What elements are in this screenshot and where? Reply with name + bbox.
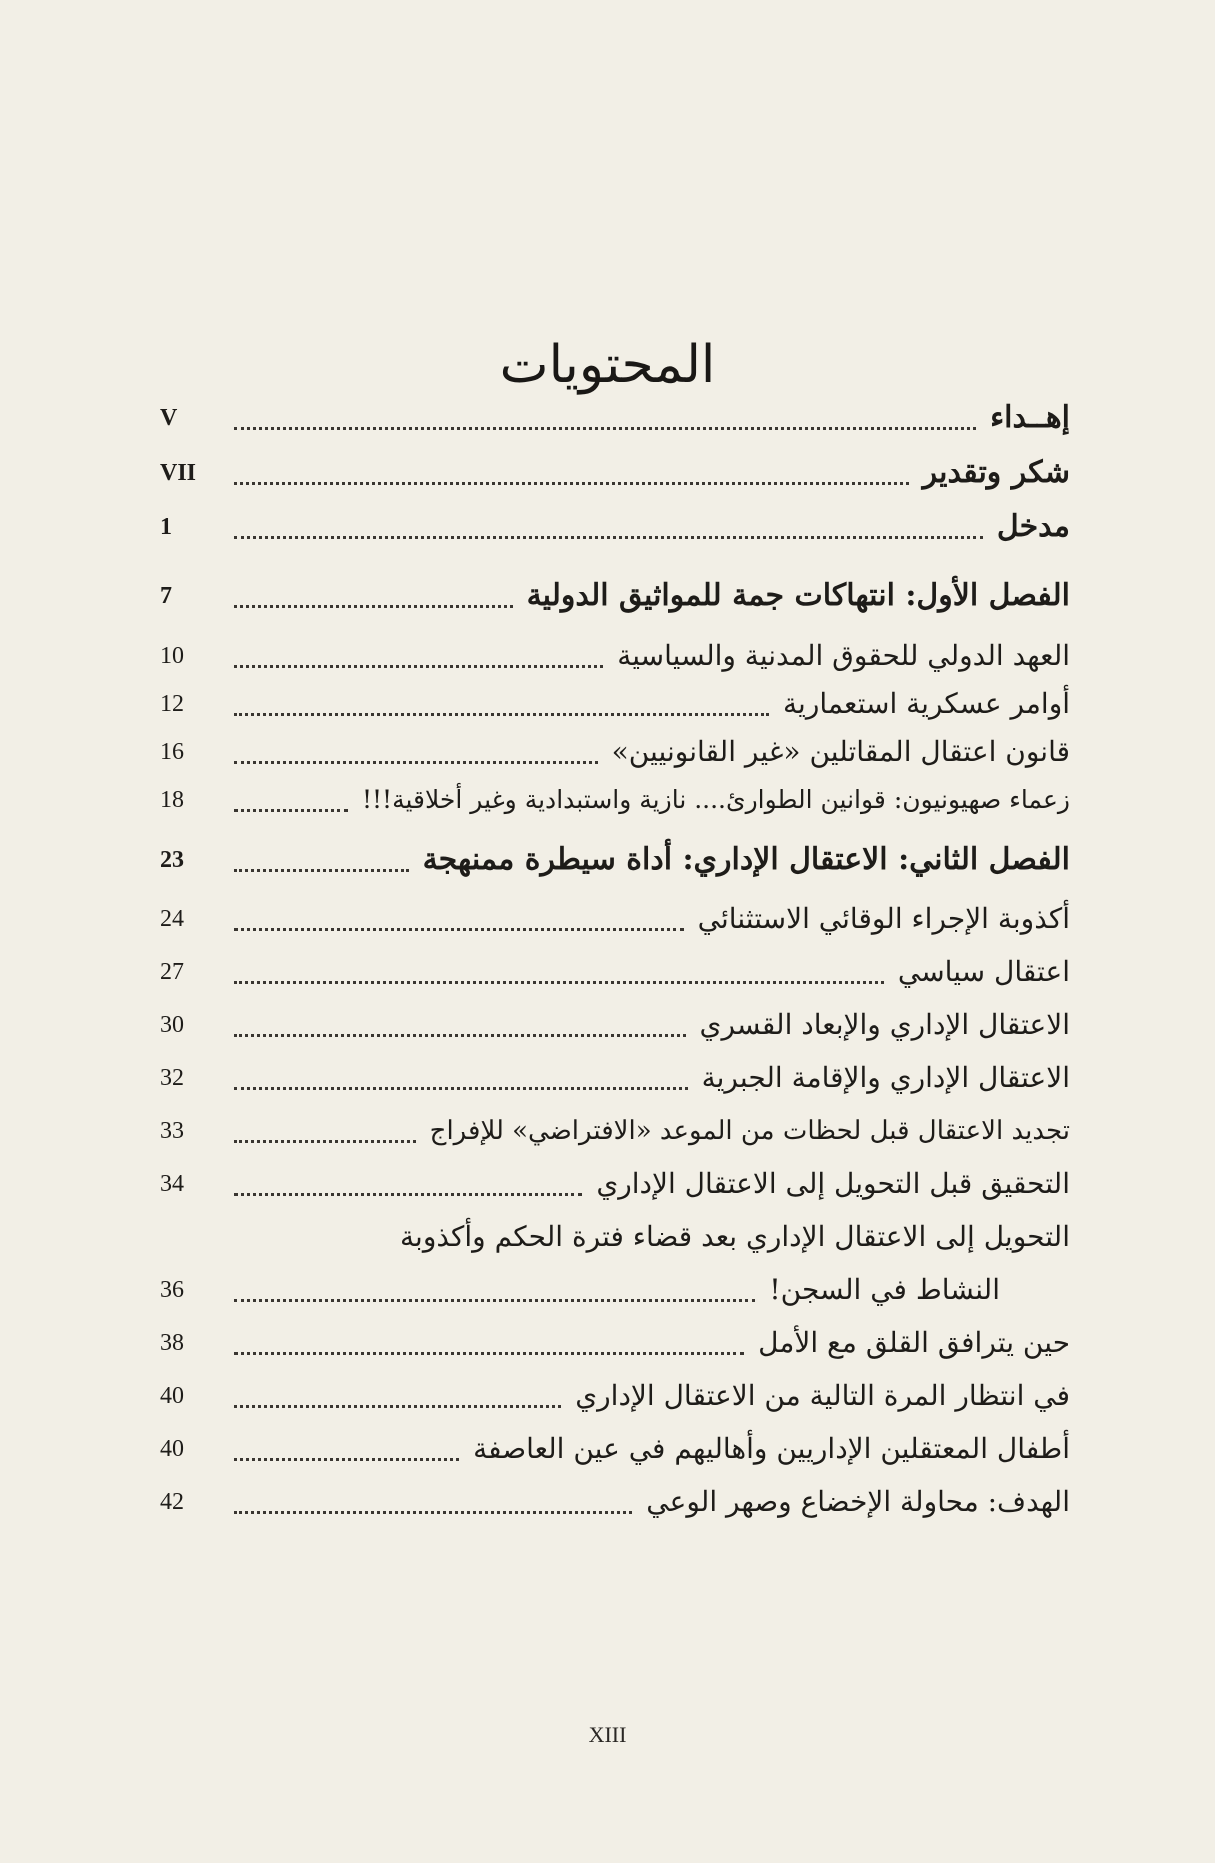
toc-entry [160,1109,1070,1153]
toc-entry-page: 1 [160,514,172,540]
toc-entry-title: الاعتقال الإداري والإقامة الجبرية [701,1061,1070,1094]
toc-entry [160,1321,1070,1365]
dot-leader [234,1140,416,1143]
toc-chapter-1 [160,574,1070,618]
dot-leader [234,761,598,764]
toc-entry-title: الفصل الأول: انتهاكات جمة للمواثيق الدولية [526,578,1070,613]
dot-leader [234,1458,459,1461]
toc-entry-page: 33 [160,1118,184,1144]
toc-entry [160,1427,1070,1471]
dot-leader [234,713,769,716]
dot-leader [234,482,909,485]
toc-entry [160,1268,1070,1312]
toc-entry-title: أكذوبة الإجراء الوقائي الاستثنائي [697,902,1070,935]
toc-entry-title: قانون اعتقال المقاتلين «غير القانونيين» [611,735,1070,768]
toc-entry-title: مدخل [996,509,1070,544]
toc-entry-page: 7 [160,583,172,609]
toc-entry-title: اعتقال سياسي [897,955,1070,988]
dot-leader [234,981,884,984]
toc-entry-page: 18 [160,787,184,813]
toc-entry [160,1056,1070,1100]
dot-leader [234,1299,755,1302]
toc-entry-page: V [160,405,178,431]
dot-leader [234,605,513,608]
dot-leader [234,1087,688,1090]
toc-entry-title: التحقيق قبل التحويل إلى الاعتقال الإداري [596,1167,1070,1200]
toc-entry [160,897,1070,941]
toc-entry-title: شكر وتقدير [922,455,1070,490]
toc-entry-title: في انتظار المرة التالية من الاعتقال الإداري [575,1379,1070,1412]
toc-entry-continued [160,1215,1070,1259]
toc-entry-title: حين يترافق القلق مع الأمل [758,1326,1070,1359]
dot-leader [234,1034,686,1037]
dot-leader [234,1405,561,1408]
toc-entry-page: 40 [160,1383,184,1409]
dot-leader [234,869,409,872]
toc-entry [160,730,1070,774]
dot-leader [234,809,348,812]
toc-entry-page: 40 [160,1436,184,1462]
toc-entry-page: VII [160,460,197,486]
page-number: XIII [588,1722,627,1747]
toc-entry-page: 30 [160,1012,184,1038]
toc-entry-page: 36 [160,1277,184,1303]
toc-entry-page: 16 [160,739,184,765]
page-title: المحتويات [499,335,716,395]
toc-entry-page: 12 [160,691,184,717]
toc-entry-page: 42 [160,1489,184,1515]
toc-entry-title: أوامر عسكرية استعمارية [783,687,1070,720]
dot-leader [234,665,603,668]
toc-entry-title: النشاط في السجن! [769,1273,1000,1306]
toc-entry-page: 38 [160,1330,184,1356]
toc-entry [160,634,1070,678]
dot-leader [234,1352,744,1355]
toc-entry-dedication [160,396,1070,440]
toc-entry-page: 32 [160,1065,184,1091]
dot-leader [234,928,684,931]
toc-entry-title: الفصل الثاني: الاعتقال الإداري: أداة سيطرة ممنهجة [422,842,1070,877]
dot-leader [234,536,983,539]
toc-entry-title: تجديد الاعتقال قبل لحظات من الموعد «الافتراضي» للإفراج [429,1116,1070,1146]
toc-entry [160,1003,1070,1047]
dot-leader [234,1511,632,1514]
toc-entry-title: أطفال المعتقلين الإداريين وأهاليهم في عين العاصفة [473,1432,1070,1465]
toc-entry-page: 34 [160,1171,184,1197]
toc-entry [160,950,1070,994]
toc-entry-title: زعماء صهيونيون: قوانين الطوارئ.... نازية واستبدادية وغير أخلاقية!!! [361,785,1070,814]
toc-entry-title: الاعتقال الإداري والإبعاد القسري [699,1008,1070,1041]
toc-entry-acknowledgements [160,451,1070,495]
toc-entry [160,778,1070,822]
toc-entry-page: 10 [160,643,184,669]
dot-leader [234,427,976,430]
toc-entry-title: العهد الدولي للحقوق المدنية والسياسية [617,639,1070,672]
toc-entry-page: 23 [160,847,184,873]
toc-entry-page: 24 [160,906,184,932]
toc-entry [160,682,1070,726]
toc-entry [160,1480,1070,1524]
toc-chapter-2 [160,838,1070,882]
toc-entry-title: الهدف: محاولة الإخضاع وصهر الوعي [646,1485,1070,1518]
toc-entry-title: التحويل إلى الاعتقال الإداري بعد قضاء فترة الحكم وأكذوبة [400,1220,1070,1253]
toc-entry [160,1374,1070,1418]
toc-entry-title: إهــداء [990,400,1070,435]
toc-entry-page: 27 [160,959,184,985]
toc-entry-introduction [160,505,1070,549]
dot-leader [234,1193,582,1196]
toc-entry [160,1162,1070,1206]
